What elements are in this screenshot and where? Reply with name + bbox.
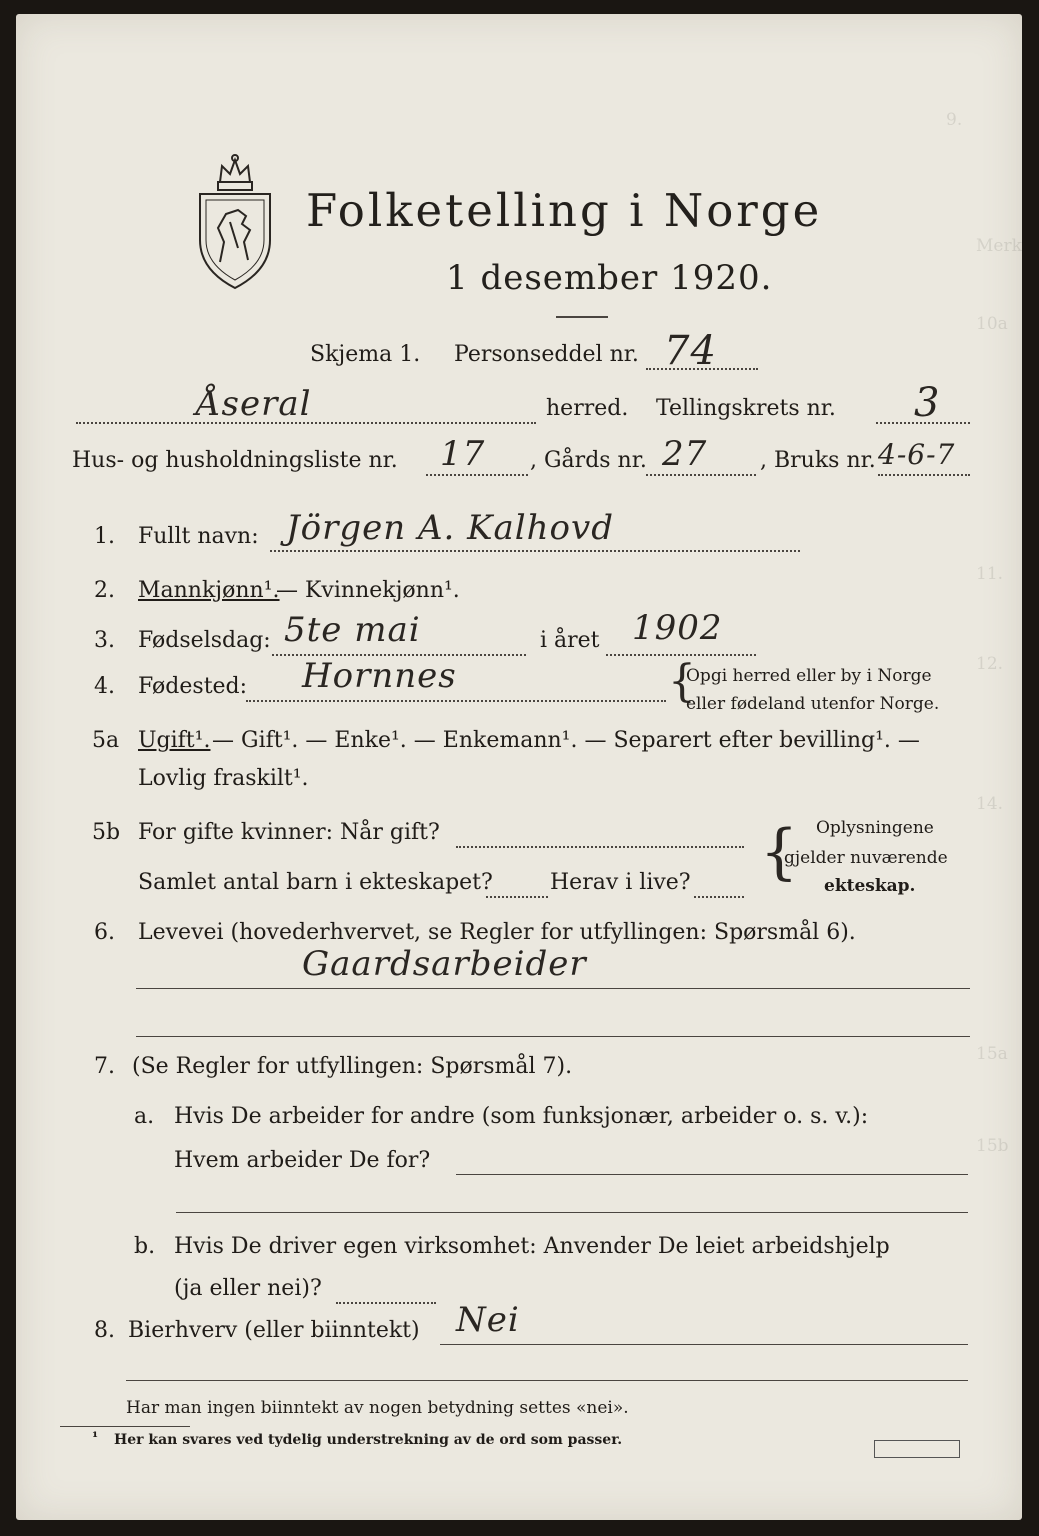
q4-note-line1: Opgi herred eller by i Norge [686,666,932,686]
q5b-note-line3: ekteskap. [824,876,916,896]
bruks-label: , Bruks nr. [760,448,876,473]
q8-line-1 [440,1344,968,1345]
q8-line-2 [126,1380,968,1381]
q3-year-label: i året [540,628,600,653]
q7a-number: a. [134,1104,155,1129]
q6-label: Levevei (hovederhvervet, se Regler for utfyllingen: Spørsmål 6). [138,920,856,945]
q3-label: Fødselsdag: [138,628,271,653]
full-name-value: Jörgen A. Kalhovd [286,508,614,548]
census-form-page [16,14,1022,1520]
q4-note-line2: eller fødeland utenfor Norge. [686,694,940,714]
q7b-answer-label: (ja eller nei)? [174,1276,322,1301]
title-divider [556,316,608,318]
q7-number: 7. [94,1054,115,1079]
q6-line-1 [136,988,970,989]
bleed-through-text: 15a [976,1044,1008,1064]
q1-label: Fullt navn: [138,524,259,549]
q7b-number: b. [134,1234,156,1259]
q5b-note-line2: gjelder nuværende [784,848,948,868]
q7a-extra-line [176,1212,968,1213]
gards-line [646,474,756,476]
q5b-alive-label: Herav i live? [550,870,691,895]
q5b-alive-line [694,896,744,898]
q7-label: (Se Regler for utfyllingen: Spørsmål 7). [132,1054,573,1079]
bleed-through-text: 14. [976,794,1004,814]
tellingskrets-value: 3 [914,380,941,426]
birthplace-value: Hornnes [302,656,457,696]
q6-line-2 [136,1036,970,1037]
husholdningsliste-value: 17 [440,434,486,474]
q5b-married-line [456,846,744,848]
bruks-line [878,474,970,476]
q7a-label: Hvis De arbeider for andre (som funksjonær, arbeider o. s. v.): [174,1104,869,1129]
q4-line [246,700,666,702]
norwegian-coat-of-arms-icon [190,152,280,292]
herred-value: Åseral [196,384,312,424]
q5b-children-label: Samlet antal barn i ekteskapet? [138,870,493,895]
q5b-note-line1: Oplysningene [816,818,934,838]
skjema-label: Skjema 1. [310,342,421,367]
bruks-value: 4-6-7 [878,438,956,471]
q4-label: Fødested: [138,674,248,699]
bleed-through-text: 9. [946,110,963,130]
q7a-employer-line [456,1174,968,1175]
q3-number: 3. [94,628,115,653]
bleed-through-text: Merk [976,236,1022,256]
q4-brace: { [668,656,696,707]
q7b-answer-line [336,1302,436,1304]
tellingskrets-label: Tellingskrets nr. [656,396,836,421]
census-date: 1 desember 1920. [446,258,773,298]
q8-number: 8. [94,1318,115,1343]
gards-label: , Gårds nr. [530,448,647,473]
q5b-number: 5b [92,820,121,845]
occupation-value: Gaardsarbeider [302,944,587,984]
q5a-number: 5a [92,728,120,753]
bleed-through-text: 15b [976,1136,1009,1156]
q5a-fraskilt-option: Lovlig fraskilt¹. [138,766,309,791]
q8-note: Har man ingen biinntekt av nogen betydning settes «nei». [126,1398,629,1418]
q5a-ugift-option: Ugift¹. [138,728,211,753]
bleed-through-text: 12. [976,654,1004,674]
q1-line [270,550,800,552]
q5b-brace: { [760,817,799,887]
personseddel-number: 74 [664,328,717,374]
q7a-employer-label: Hvem arbeider De for? [174,1148,431,1173]
q7b-label: Hvis De driver egen virksomhet: Anvender De leiet arbeidshjelp [174,1234,890,1259]
q2-number: 2. [94,578,115,603]
bleed-through-text: 10a [976,314,1008,334]
footnote-divider [60,1426,190,1427]
bleed-through-text: 11. [976,564,1004,584]
personseddel-label: Personseddel nr. [454,342,639,367]
form-title: Folketelling i Norge [306,184,823,237]
q4-number: 4. [94,674,115,699]
q2-male-option: Mannkjønn¹. [138,578,280,603]
footnote-mark: ¹ [92,1430,99,1446]
footnote-text: Her kan svares ved tydelig understrekning av de ord som passer. [114,1432,623,1448]
printer-stamp [874,1440,960,1458]
gards-value: 27 [662,434,708,474]
q8-label: Bierhverv (eller biinntekt) [128,1318,420,1343]
side-income-value: Nei [456,1300,520,1340]
husholdningsliste-label: Hus- og husholdningsliste nr. [72,448,398,473]
q6-number: 6. [94,920,115,945]
q1-number: 1. [94,524,115,549]
herred-label: herred. [546,396,629,421]
q5a-other-options: — Gift¹. — Enke¹. — Enkemann¹. — Separert efter bevilling¹. — [212,728,920,753]
birthday-value: 5te mai [284,610,421,650]
q2-female-option: — Kvinnekjønn¹. [276,578,460,603]
husholdningsliste-line [426,474,528,476]
q5b-children-line [486,896,548,898]
q5b-label: For gifte kvinner: Når gift? [138,820,440,845]
birth-year-value: 1902 [632,608,723,648]
